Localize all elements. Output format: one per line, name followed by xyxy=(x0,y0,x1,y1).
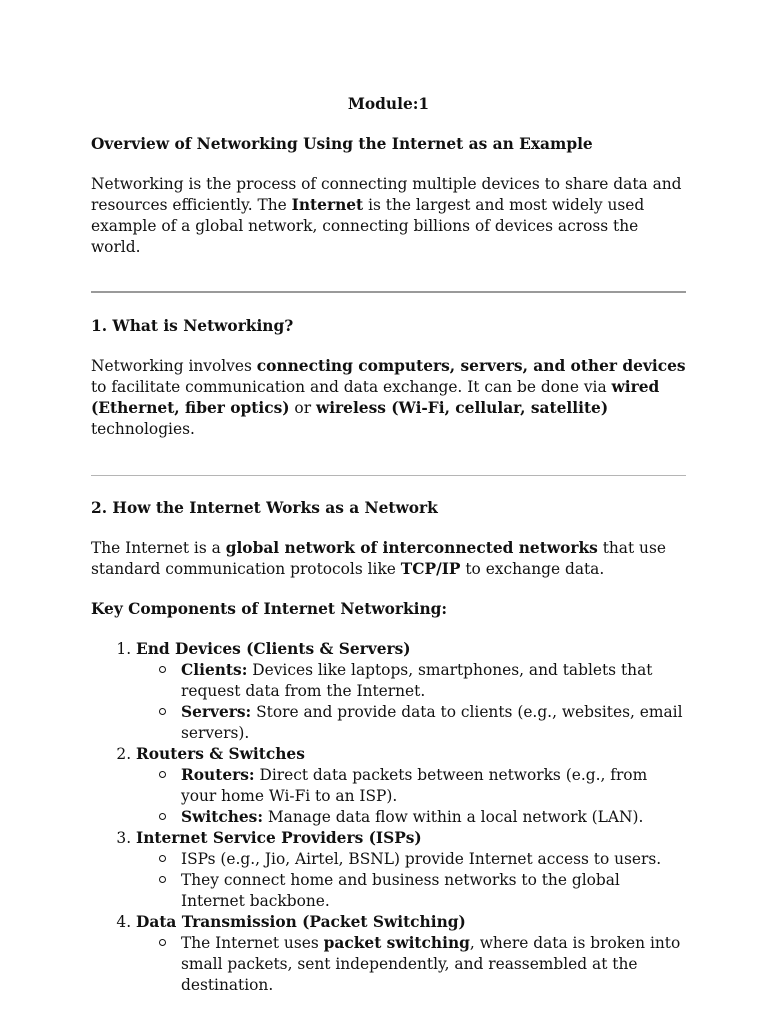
sub-item-text: , where data is broken into small packets, sent independently, and reassembled at the destination. xyxy=(181,934,681,994)
section2-heading: 2. How the Internet Works as a Network xyxy=(91,499,438,517)
circle-bullet-icon xyxy=(159,939,166,946)
overview-heading: Overview of Networking Using the Internet as an Example xyxy=(91,135,593,153)
list-item xyxy=(136,912,686,996)
circle-bullet-icon xyxy=(159,813,166,820)
sub-item-text: ISPs (e.g., Jio, Airtel, BSNL) provide Internet access to users. xyxy=(181,850,662,868)
section2-text-3: to exchange data. xyxy=(460,560,605,578)
overview-text-1: Networking is the process of connecting multiple devices to share data and resources efficiently. The xyxy=(91,175,682,214)
overview-text-2: is the largest and most widely used example of a global network, connecting billions of devices across the world. xyxy=(91,196,645,256)
sub-item-text: Devices like laptops, smartphones, and tablets that request data from the Internet. xyxy=(181,661,653,700)
component-title: Internet Service Providers (ISPs) xyxy=(136,829,422,847)
circle-bullet-icon xyxy=(159,771,166,778)
sub-list-item xyxy=(181,702,686,744)
sub-list-item xyxy=(181,660,686,702)
section2-bold-1: global network of interconnected networks xyxy=(225,539,598,557)
section2-paragraph xyxy=(91,538,686,580)
components-list xyxy=(91,639,686,996)
overview-paragraph xyxy=(91,174,686,258)
sub-list-item xyxy=(181,870,686,912)
list-item xyxy=(136,744,686,828)
section1-text-2: to facilitate communication and data exchange. It can be done via xyxy=(91,378,612,396)
component-title: Routers & Switches xyxy=(136,745,305,763)
circle-bullet-icon xyxy=(159,708,166,715)
sub-item-label: Switches: xyxy=(181,808,264,826)
sub-item-text: The Internet uses xyxy=(181,934,324,952)
section-divider xyxy=(91,475,686,476)
sub-item-label: Servers: xyxy=(181,703,252,721)
circle-bullet-icon xyxy=(159,666,166,673)
sub-list xyxy=(136,660,686,744)
overview-internet-bold: Internet xyxy=(291,196,364,214)
sub-item-label: Clients: xyxy=(181,661,248,679)
section2-text-1: The Internet is a xyxy=(91,539,226,557)
section1-paragraph xyxy=(91,356,686,440)
key-components-heading: Key Components of Internet Networking: xyxy=(91,600,448,618)
sub-item-text: Direct data packets between networks (e.g., from your home Wi-Fi to an ISP). xyxy=(181,766,648,805)
list-item xyxy=(136,828,686,912)
sub-list xyxy=(136,765,686,828)
sub-item-label: Routers: xyxy=(181,766,255,784)
section1-text-3: or xyxy=(289,399,316,417)
circle-bullet-icon xyxy=(159,876,166,883)
list-item xyxy=(136,639,686,744)
sub-item-text: Manage data flow within a local network (LAN). xyxy=(263,808,644,826)
section1-text-4: technologies. xyxy=(91,420,195,438)
section1-heading: 1. What is Networking? xyxy=(91,317,294,335)
component-title: Data Transmission (Packet Switching) xyxy=(136,913,466,931)
section2-text-2: that use standard communication protocols like xyxy=(91,539,666,578)
sub-list-item xyxy=(181,807,686,828)
section1-bold-3: wireless (Wi-Fi, cellular, satellite) xyxy=(315,399,609,417)
section1-text-1: Networking involves xyxy=(91,357,257,375)
sub-item-bold: packet switching xyxy=(323,934,470,952)
sub-item-text: Store and provide data to clients (e.g., websites, email servers). xyxy=(181,703,683,742)
sub-list-item xyxy=(181,933,686,996)
document-content xyxy=(91,94,686,996)
sub-list-item xyxy=(181,765,686,807)
sub-list-item xyxy=(181,849,686,870)
section2-bold-2: TCP/IP xyxy=(400,560,461,578)
module-title: Module:1 xyxy=(347,95,430,113)
section-divider xyxy=(91,291,686,293)
component-title: End Devices (Clients & Servers) xyxy=(136,640,411,658)
sub-list xyxy=(136,849,686,912)
sub-item-text: They connect home and business networks to the global Internet backbone. xyxy=(181,871,620,910)
section1-bold-1: connecting computers, servers, and other devices xyxy=(256,357,686,375)
circle-bullet-icon xyxy=(159,855,166,862)
section1-bold-2: wired (Ethernet, fiber optics) xyxy=(91,378,660,417)
sub-list xyxy=(136,933,686,996)
